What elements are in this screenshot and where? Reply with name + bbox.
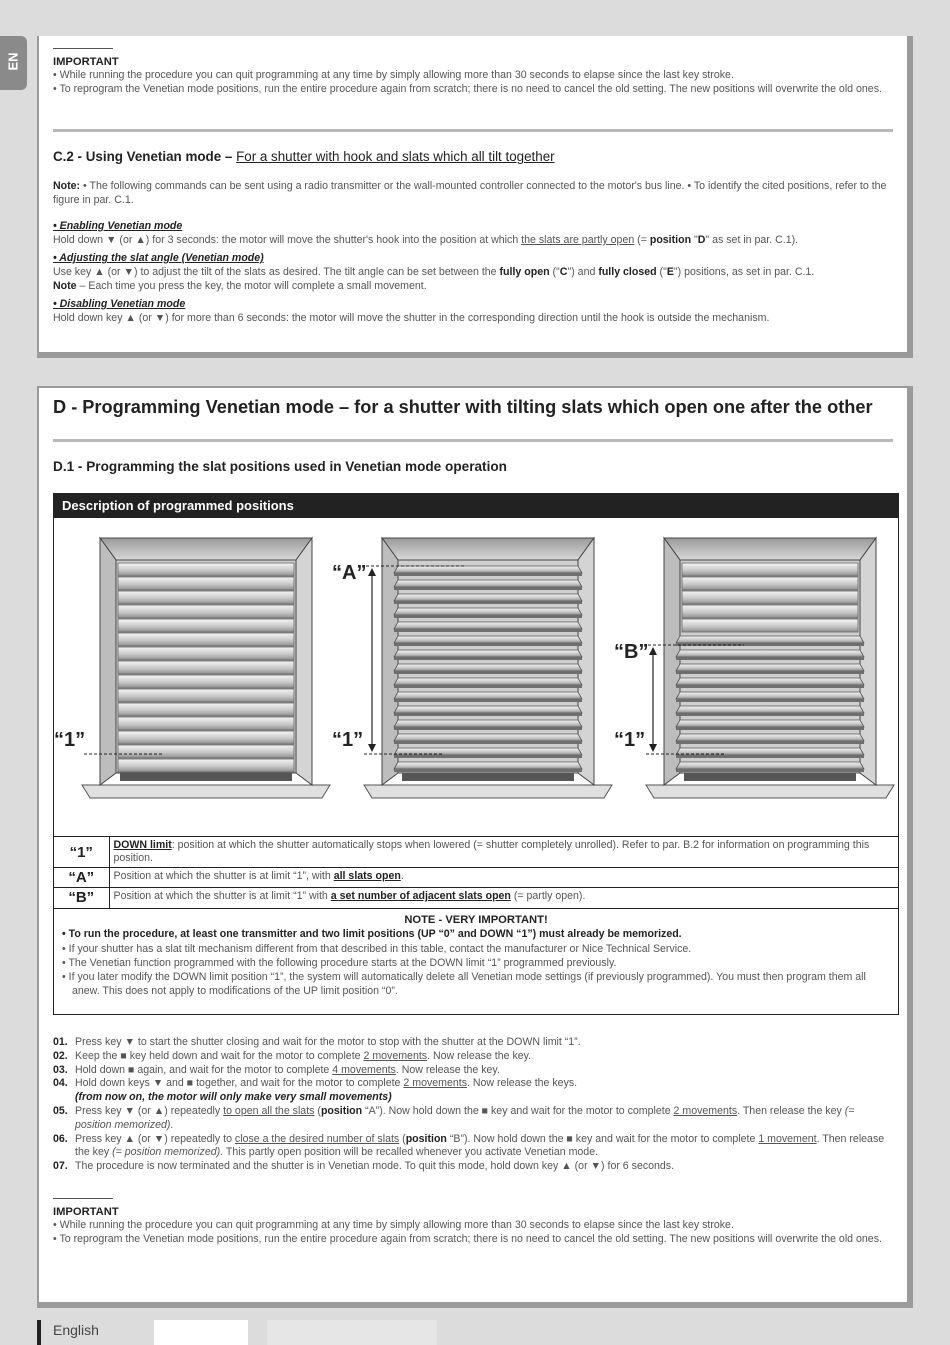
window-frame-top (382, 538, 594, 560)
shutter-slat (676, 734, 864, 741)
section-c2-panel (37, 36, 913, 358)
important-title: IMPORTANT (53, 1206, 119, 1218)
shutter-slat (682, 619, 858, 632)
shutter-slat (394, 720, 582, 727)
step-note: (from now on, the motor will only make very small movements) (75, 1091, 392, 1104)
note-bullet: • If your shutter has a slat tilt mechanism different from that described in this table, contact the manufacturer or Nice Technical Service. (62, 942, 692, 955)
legend-text: DOWN limit: position at which the shutter automatically stops when lowered (= shutter completely unrolled). Refer to par. B.2 for information on programming this position. (109, 837, 898, 868)
slat-gap (394, 685, 582, 688)
slat-gap (394, 657, 582, 660)
positions-description-box (53, 493, 899, 1015)
legend-row (54, 888, 898, 908)
slat-gap (676, 671, 864, 674)
slat-gap (394, 671, 582, 674)
legend-text: Position at which the shutter is at limit “1”, with all slats open. (109, 868, 898, 888)
shutter-slat (118, 661, 294, 674)
legend-row (54, 868, 898, 888)
window-frame-top (100, 538, 312, 560)
window-frame-right (860, 538, 876, 785)
legend-row (54, 837, 898, 868)
legend-key: “A” (54, 868, 109, 888)
slat-gap (394, 601, 582, 604)
footer-strip (267, 1320, 437, 1345)
shutter-slat (118, 731, 294, 744)
label-b: “B” (614, 641, 649, 663)
shutter-slat (118, 759, 294, 772)
slat-gap (394, 741, 582, 744)
shutter-slat (394, 692, 582, 699)
section-d-panel (37, 386, 913, 1308)
shutter-slat (118, 703, 294, 716)
c2-title: C.2 - Using Venetian mode – For a shutter with hook and slats which all tilt together (53, 149, 555, 164)
footer-language: English (53, 1322, 99, 1338)
shutter-slat (118, 563, 294, 576)
divider (53, 48, 113, 49)
shutter-slat (118, 717, 294, 730)
very-important-note (54, 908, 898, 1003)
arrow-b-to-1-head (649, 647, 657, 655)
adjust-slat-note: Note – Each time you press the key, the motor will complete a small movement. (53, 280, 427, 292)
shutter-slat (682, 577, 858, 590)
slat-gap (676, 741, 864, 744)
shutter-slat (676, 664, 864, 671)
step-07: 07. The procedure is now terminated and the shutter is in Venetian mode. To quit this mode, hold down key ▲ (or ▼) for 6 seconds. (53, 1160, 675, 1173)
window-sill (82, 785, 330, 798)
legend-key: “B” (54, 888, 109, 908)
shutter-slat (118, 577, 294, 590)
disable-venetian-text: Hold down key ▲ (or ▼) for more than 6 seconds: the motor will move the shutter in the corresponding direction until the hook is outside the mechanism. (53, 312, 770, 324)
window-frame-left (664, 538, 680, 785)
step-03: 03. Hold down ■ again, and wait for the motor to complete 4 movements. Now release the key. (53, 1063, 500, 1076)
shutter-slat (118, 633, 294, 646)
slat-gap (394, 713, 582, 716)
note-title: NOTE - VERY IMPORTANT! (404, 914, 548, 926)
shutter-slat (682, 563, 858, 576)
shutter-illustrations (54, 518, 898, 836)
important-title: IMPORTANT (53, 56, 119, 68)
positions-description-header: Description of programmed positions (54, 494, 898, 518)
legend-key: “1” (54, 837, 109, 868)
slat-gap (394, 699, 582, 702)
shutter-slat (394, 636, 582, 643)
shutter-slat (118, 675, 294, 688)
slat-gap (394, 573, 582, 576)
language-tab-label: EN (5, 52, 21, 71)
shutter-slat (118, 619, 294, 632)
slat-gap (676, 699, 864, 702)
step-02: 02. Keep the ■ key held down and wait for the motor to complete 2 movements. Now release the key. (53, 1049, 532, 1062)
slat-gap (394, 755, 582, 758)
language-tab (0, 36, 27, 90)
label-1-right: “1” (614, 729, 646, 751)
procedure-steps (53, 1036, 893, 1174)
shutter-slat (682, 591, 858, 604)
adjust-slat-title: • Adjusting the slat angle (Venetian mode) (53, 252, 264, 264)
shutter-bottom-bar (684, 773, 856, 781)
window-frame-left (100, 538, 116, 785)
shutter-slat (394, 650, 582, 657)
arrow-b-to-1-tail (649, 744, 657, 752)
arrow-a-to-1-head (368, 568, 376, 576)
shutter-slat (394, 580, 582, 587)
step-06: 06. Press key ▲ (or ▼) repeatedly to close a the desired number of slats (position “B”). Now hold down the ■ key and wait for the motor to complete 1 movement. Then release the key (= position memorized). This partly open position will be recalled whenever you activate Venetian mode. (53, 1132, 885, 1159)
c2-note: Note: • The following commands can be sent using a radio transmitter or the wall-mounted controller connected to the motor's bus line. • To identify the cited positions, refer to the figure in par. C.1. (53, 180, 887, 206)
window-sill (646, 785, 894, 798)
d1-title: D.1 - Programming the slat positions used in Venetian mode operation (53, 459, 507, 474)
slat-gap (676, 755, 864, 758)
step-05: 05. Press key ▼ (or ▲) repeatedly to open all the slats (position “A”). Now hold down the ■ key and wait for the motor to complete 2 movements. Then release the key (= position memorized). (53, 1104, 855, 1131)
shutter-slat (676, 692, 864, 699)
shutter-slat (676, 720, 864, 727)
slat-gap (394, 769, 582, 772)
shutter-slat (676, 762, 864, 769)
slat-gap (676, 657, 864, 660)
shutter-slat (118, 605, 294, 618)
window-sill (364, 785, 612, 798)
slat-gap (394, 587, 582, 590)
slat-gap (676, 685, 864, 688)
note-bullet: • To run the procedure, at least one transmitter and two limit positions (UP “0” and DOWN “1”) must already be memorized. (62, 928, 682, 941)
window-frame-top (664, 538, 876, 560)
shutter-slat (394, 566, 582, 573)
slat-gap (676, 769, 864, 772)
shutter-slat (394, 594, 582, 601)
important-bullet: • While running the procedure you can quit programming at any time by simply allowing more than 30 seconds to elapse since the last key stroke. (53, 69, 734, 81)
section-rule (53, 129, 893, 132)
label-1-left: “1” (54, 729, 86, 751)
step-01: 01. Press key ▼ to start the shutter closing and wait for the motor to stop with the shutter at the DOWN limit “1”. (53, 1036, 581, 1048)
section-rule (53, 439, 893, 442)
page-footer (37, 1318, 917, 1345)
label-1-middle: “1” (332, 729, 364, 751)
slat-gap (394, 615, 582, 618)
note-bullet: • If you later modify the DOWN limit position “1”, the system will automatically delete all Venetian mode settings (if previously programmed). You must then program them all anew. This does not apply to modifications of the UP limit position “0”. (62, 971, 866, 998)
shutter-slat (394, 762, 582, 769)
enable-venetian-title: • Enabling Venetian mode (53, 220, 183, 232)
disable-venetian-title: • Disabling Venetian mode (53, 298, 186, 310)
shutter-slat (676, 636, 864, 643)
slat-gap (394, 629, 582, 632)
slat-gap (394, 727, 582, 730)
note-bullet: • The Venetian function programmed with the following procedure starts at the DOWN limit “1” programmed previously. (62, 956, 617, 969)
shutter-bottom-bar (120, 773, 292, 781)
shutter-slat (676, 678, 864, 685)
shutter-slat (676, 650, 864, 657)
shutter-bottom-bar (402, 773, 574, 781)
shutter-slat (118, 745, 294, 758)
legend-text: Position at which the shutter is at limit “1” with a set number of adjacent slats open (= partly open). (109, 888, 898, 908)
slat-gap (676, 727, 864, 730)
positions-legend-table (54, 836, 898, 908)
shutter-slat (676, 748, 864, 755)
enable-venetian-text: Hold down ▼ (or ▲) for 3 seconds: the motor will move the shutter's hook into the position at which the slats are partly open (= position "D" as set in par. C.1). (53, 234, 799, 246)
shutter-slat (394, 622, 582, 629)
step-04: 04. Hold down keys ▼ and ■ together, and wait for the motor to complete 2 movements. Now release the keys. (53, 1077, 578, 1090)
slat-gap (676, 713, 864, 716)
important-bullet: • While running the procedure you can quit programming at any time by simply allowing more than 30 seconds to elapse since the last key stroke. (53, 1219, 734, 1231)
important-bullet: • To reprogram the Venetian mode positions, run the entire procedure again from scratch; there is no need to cancel the old setting. The new positions will overwrite the old ones. (53, 1233, 882, 1245)
divider (53, 1198, 113, 1199)
important-bullet: • To reprogram the Venetian mode positions, run the entire procedure again from scratch; there is no need to cancel the old setting. The new positions will overwrite the old ones. (53, 83, 882, 95)
shutter-slat (118, 689, 294, 702)
shutter-slat (394, 734, 582, 741)
shutter-slat (394, 664, 582, 671)
adjust-slat-text: Use key ▲ (or ▼) to adjust the tilt of the slats as desired. The tilt angle can be set between the fully open ("C") and fully closed ("E") positions, as set in par. C.1. (53, 266, 815, 278)
shutter-slat (118, 591, 294, 604)
shutter-slat (394, 706, 582, 713)
footer-blank-box (154, 1320, 248, 1345)
shutter-slat (394, 678, 582, 685)
shutter-slat (682, 605, 858, 618)
section-d-title: D - Programming Venetian mode – for a shutter with tilting slats which open one after the other (53, 397, 873, 417)
arrow-a-to-1-tail (368, 744, 376, 752)
window-frame-right (296, 538, 312, 785)
label-a: “A” (332, 562, 367, 584)
slat-gap (394, 643, 582, 646)
shutter-slat (394, 608, 582, 615)
shutter-slat (118, 647, 294, 660)
shutter-slat (394, 748, 582, 755)
shutter-slat (676, 706, 864, 713)
page-marker (37, 1320, 41, 1345)
